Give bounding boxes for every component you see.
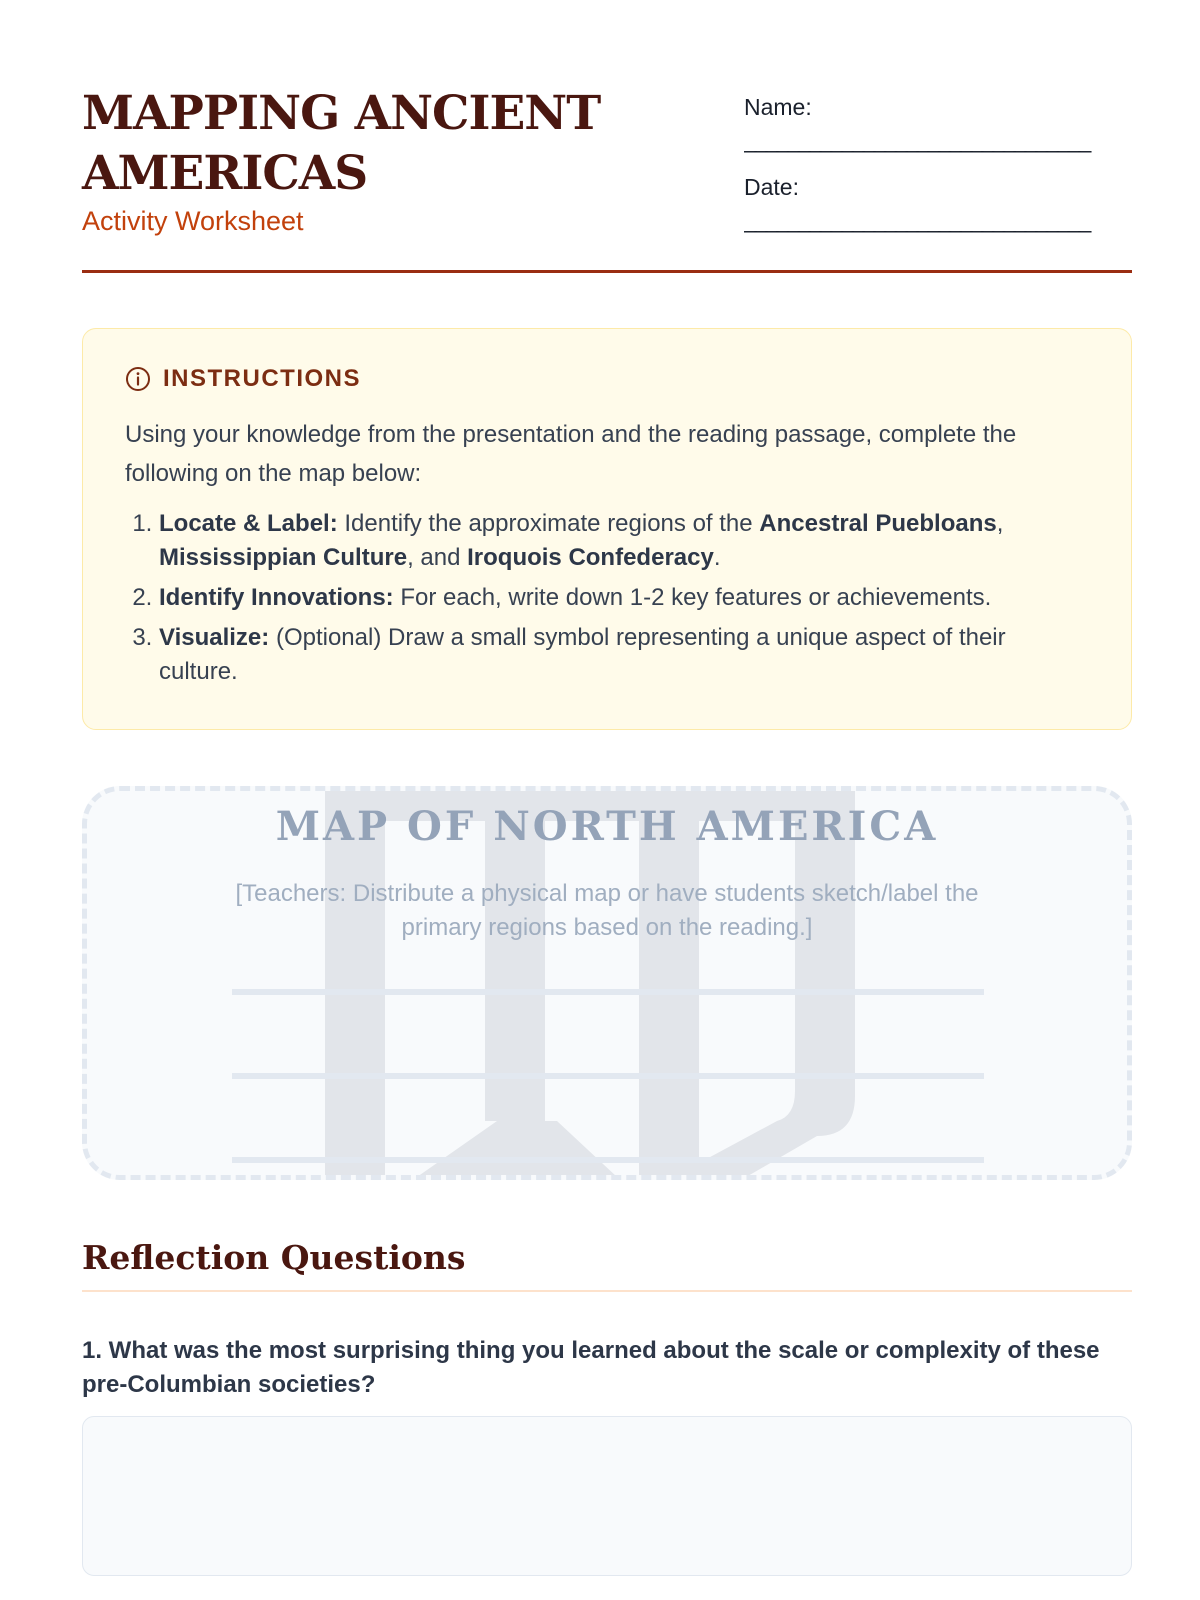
step-separator: , and — [407, 544, 468, 571]
reflection-question-1: 1. What was the most surprising thing you learned about the scale or complexity of these pre-Columbian societies? — [82, 1337, 1100, 1398]
culture-mississippian: Mississippian Culture — [159, 544, 408, 571]
instruction-step — [159, 621, 1089, 689]
date-field[interactable] — [744, 174, 1104, 234]
culture-ancestral-puebloans: Ancestral Puebloans — [759, 510, 997, 537]
instructions-heading — [125, 365, 1089, 393]
worksheet-header — [82, 84, 1132, 274]
reflection-divider — [82, 1290, 1132, 1292]
name-field[interactable] — [744, 94, 1104, 154]
date-label: Date: — [744, 174, 799, 200]
name-label: Name: — [744, 94, 812, 120]
step-text: For each, write down 1-2 key features or achievements. — [393, 584, 992, 611]
step-label: Identify Innovations: — [159, 584, 394, 611]
instructions-title: INSTRUCTIONS — [163, 365, 361, 392]
step-end: . — [713, 544, 721, 571]
instructions-list — [125, 507, 1089, 689]
name-blank-line[interactable]: ________________________________ — [744, 127, 1090, 153]
instructions-box — [82, 328, 1132, 730]
map-label-line[interactable] — [232, 989, 984, 995]
culture-iroquois: Iroquois Confederacy — [467, 544, 714, 571]
reflection-title: Reflection Questions — [82, 1238, 466, 1277]
map-teacher-note: [Teachers: Distribute a physical map or have students sketch/label the primary regions based on the reading.] — [235, 880, 979, 941]
header-divider — [82, 270, 1132, 273]
map-label-line[interactable] — [232, 1157, 984, 1163]
step-text: (Optional) Draw a small symbol representing a unique aspect of their culture. — [159, 624, 1006, 685]
step-separator: , — [996, 510, 1004, 537]
map-title: MAP OF NORTH AMERICA — [275, 803, 939, 850]
instruction-step — [159, 507, 1089, 575]
page-subtitle: Activity Worksheet — [82, 206, 304, 236]
info-icon — [125, 366, 151, 392]
page-title: MAPPING ANCIENT AMERICAS — [82, 86, 601, 201]
map-label-line[interactable] — [232, 1073, 984, 1079]
instructions-intro: Using your knowledge from the presentation and the reading passage, complete the following on the map below: — [125, 421, 1017, 487]
map-area[interactable] — [82, 786, 1132, 1180]
step-label: Locate & Label: — [159, 510, 338, 537]
step-label: Visualize: — [159, 624, 270, 651]
answer-box-1[interactable] — [82, 1416, 1132, 1576]
date-blank-line[interactable]: ________________________________ — [744, 207, 1090, 233]
instruction-step — [159, 581, 1089, 615]
step-text: Identify the approximate regions of the — [337, 510, 760, 537]
